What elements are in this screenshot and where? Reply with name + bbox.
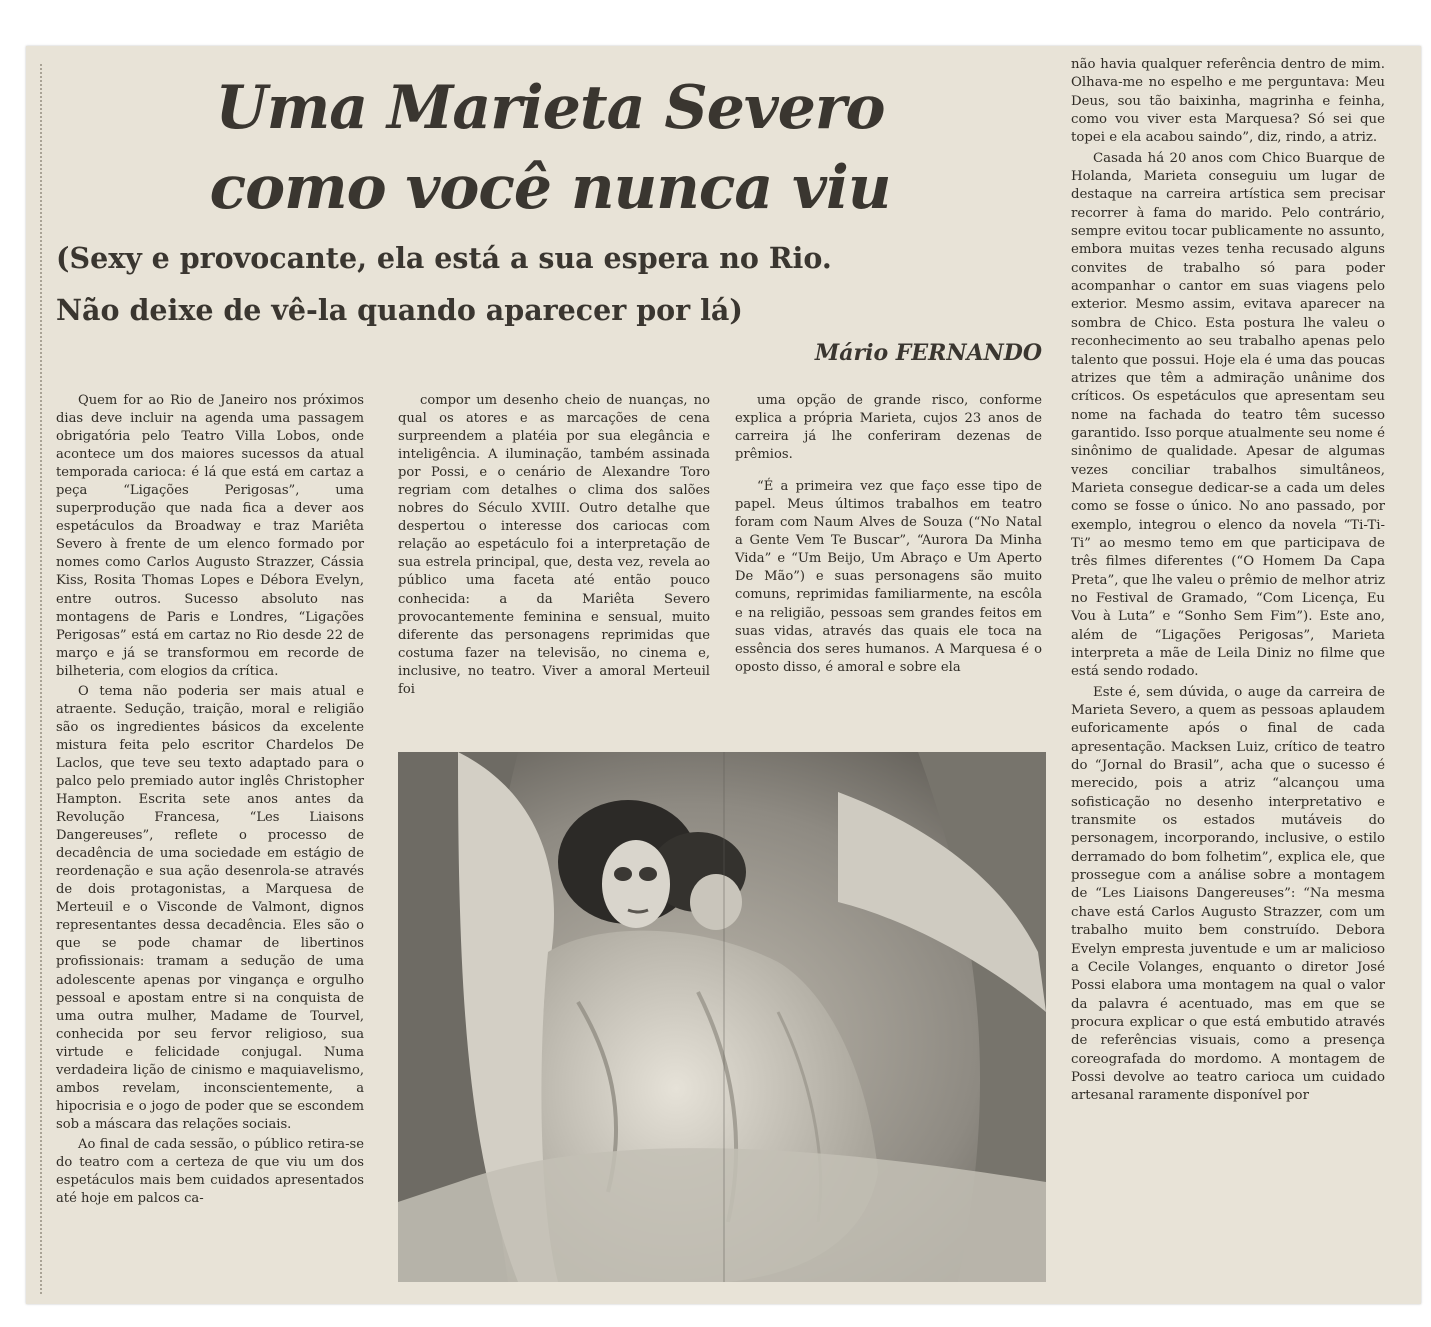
paragraph: não havia qualquer referência dentro de mim. Olhava-me no espelho e me perguntava: Meu Deus, sou tão baixinha, magrinha e feinha, como vou viver esta Marquesa? Só sei que topei e ela acabou saindo”, diz, rindo, a atriz. — [1071, 57, 1385, 146]
headline — [120, 68, 980, 228]
subheadline — [56, 232, 1016, 336]
headline-line-2: como você nunca viu — [209, 153, 891, 223]
article-column-3 — [735, 392, 1042, 677]
paragraph: Quem for ao Rio de Janeiro nos próximos dias deve incluir na agenda uma passagem obrigatória pelo Teatro Villa Lobos, onde acontece um dos maiores sucessos da atual temporada carioca: é lá que está em cartaz a peça “Ligações Perigosas”, uma superprodução que nada fica a dever aos espetáculos da Broadway e traz Mariêta Severo à frente de um elenco formado por nomes como Carlos Augusto Strazzer, Cássia Kiss, Rosita Thomas Lopes e Débora Evelyn, entre outros. Sucesso absoluto nas montagens de Paris e Londres, “Ligações Perigosas” está em cartaz no Rio desde 22 de março e já se transformou em recorde de bilheteria, com elogios da crítica. — [56, 393, 364, 679]
paragraph: Casada há 20 anos com Chico Buarque de Holanda, Marieta conseguiu um lugar de destaque na carreira artística sem precisar recorrer à fama do marido. Pelo contrário, sempre evitou tocar publicamente no assunto, embora muitas vezes tenha recusado alguns convites de trabalho só para poder acompanhar o cantor em suas viagens pelo exterior. Mesmo assim, evitava aparecer na sombra de Chico. Esta postura lhe valeu o reconhecimento ao seu trabalho apenas pelo talento que possui. Hoje ela é uma das poucas atrizes que têm a admiração unânime dos críticos. Os espetáculos que apresentam seu nome na fachada do teatro têm sucesso garantido. Isso porque atualmente seu nome é sinônimo de qualidade. Apesar de algumas vezes conciliar trabalhos simultâneos, Marieta consegue dedicar-se a cada um deles como se fosse o único. No ano passado, por exemplo, integrou o elenco da novela “Ti-Ti-Ti” ao mesmo temo em que participava de três filmes diferentes (“O Homem Da Capa Preta”, que lhe valeu o prêmio de melhor atriz no Festival de Gramado, “Com Licença, Eu Vou à Luta” e “Sonho Sem Fim”). Este ano, além de “Ligações Perigosas”, Marieta interpreta a mãe de Leila Diniz no filme que está sendo rodado. — [1071, 150, 1385, 680]
paragraph: Ao final de cada sessão, o público retira-se do teatro com a certeza de que viu um dos espetáculos mais bem cuidados apresentados até hoje em palcos ca- — [56, 1136, 364, 1207]
byline: Mário FERNANDO — [814, 340, 1042, 366]
torn-edge-perforation — [40, 64, 48, 1294]
actress-photo — [398, 752, 1046, 1282]
paragraph: Este é, sem dúvida, o auge da carreira de Marieta Severo, a quem as pessoas aplaudem euforicamente após o final de cada apresentação. Macksen Luiz, crítico de teatro do “Jornal do Brasil”, acha que o sucesso é merecido, pois a atriz “alcançou uma sofisticação no desenho interpretativo e transmite os estados mutáveis do personagem, incorporando, inclusive, o estilo derramado do bom folhetim”, explica ele, que prossegue com a análise sobre a montagem de “Les Liaisons Dangereuses”: “Na mesma chave está Carlos Augusto Strazzer, com um trabalho muito bem construído. Debora Evelyn empresta juventude e um ar malicioso a Cecile Volanges, enquanto o diretor José Possi elabora uma montagem na qual o valor da palavra é acentuado, mas em que se procura explicar o que está embutido através de referências visuais, como a presença coreografada do mordomo. A montagem de Possi devolve ao teatro carioca um cuidado artesanal raramente disponível por — [1071, 684, 1385, 1104]
article-column-4 — [1071, 56, 1385, 1106]
article-column-2 — [398, 392, 710, 699]
article-column-1 — [56, 392, 364, 1208]
subheadline-line-2: Não deixe de vê-la quando aparecer por lá) — [56, 293, 743, 327]
headline-line-1: Uma Marieta Severo — [215, 73, 885, 143]
subheadline-line-1: (Sexy e provocante, ela está a sua espera no Rio. — [56, 241, 832, 275]
paragraph: O tema não poderia ser mais atual e atraente. Sedução, traição, moral e religião são os ingredientes básicos da excelente mistura feita pelo escritor Chardelos De Laclos, que teve seu texto adaptado para o palco pelo premiado autor inglês Christopher Hampton. Escrita sete anos antes da Revolução Francesa, “Les Liaisons Dangereuses”, reflete o processo de decadência de uma sociedade em estágio de reordenação e sua ação desenrola-se através de dois protagonistas, a Marquesa de Merteuil e o Visconde de Valmont, dignos representantes dessa decadência. Eles são o que se pode chamar de libertinos profissionais: tramam a sedução de uma adolescente apenas por vingança e orgulho pessoal e apostam entre si na conquista de uma outra mulher, Madame de Tourvel, conhecida por seu fervor religioso, sua virtude e felicidade conjugal. Numa verdadeira lição de cinismo e maquiavelismo, ambos revelam, inconscientemente, a hipocrisia e o jogo de poder que se escondem sob a máscara das relações sociais. — [56, 683, 364, 1132]
paragraph: uma opção de grande risco, conforme explica a própria Marieta, cujos 23 anos de carreira já lhe conferiram dezenas de prêmios. — [735, 393, 1042, 463]
paragraph: “É a primeira vez que faço esse tipo de papel. Meus últimos trabalhos em teatro foram com Naum Alves de Souza (“No Natal a Gente Vem Te Buscar”, “Aurora Da Minha Vida” e “Um Beijo, Um Abraço e Um Aperto De Mão”) e suas personagens são muito comuns, reprimidas familiarmente, na escôla e na religião, pessoas sem grandes feitos em suas vidas, através das quais ele toca na essência dos seres humanos. A Marquesa é o oposto disso, é amoral e sobre ela — [735, 479, 1042, 675]
paragraph: compor um desenho cheio de nuanças, no qual os atores e as marcações de cena surpreendem a platéia por sua elegância e inteligência. A iluminação, também assinada por Possi, e o cenário de Alexandre Toro regriam com detalhes o clima dos salões nobres do Século XVIII. Outro detalhe que despertou o interesse dos cariocas com relação ao espetáculo foi a interpretação de sua estrela principal, que, desta vez, revela ao público uma faceta até então pouco conhecida: a da Mariêta Severo provocantemente feminina e sensual, muito diferente das personagens reprimidas que costuma fazer na televisão, no cinema e, inclusive, no teatro. Viver a amoral Merteuil foi — [398, 393, 710, 697]
photo-illustration — [398, 752, 1046, 1282]
